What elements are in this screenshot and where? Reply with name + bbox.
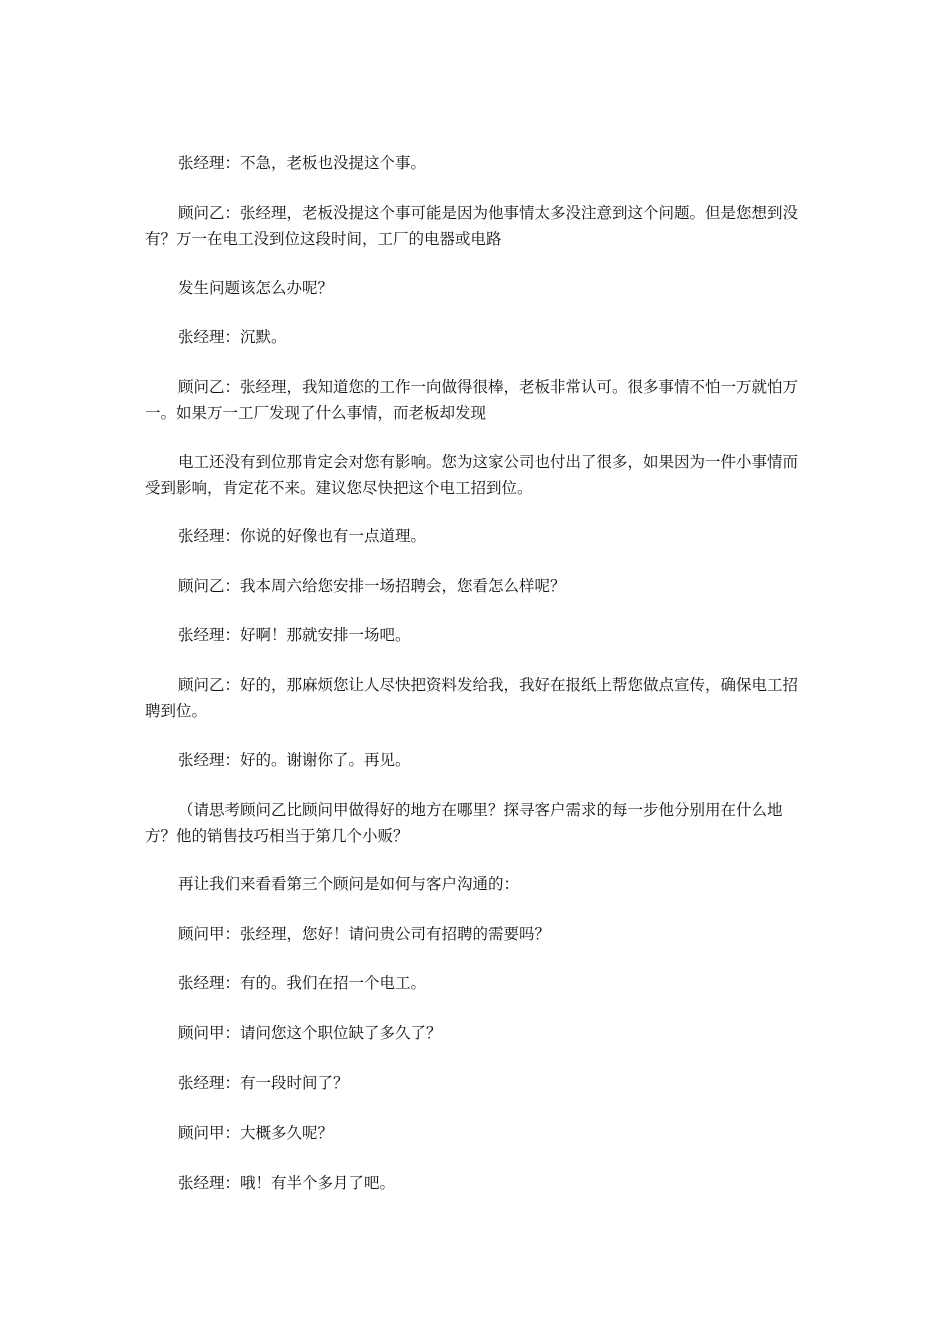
paragraph-13: 再让我们来看看第三个顾问是如何与客户沟通的：	[178, 875, 520, 893]
paragraph-3: 发生问题该怎么办呢？	[178, 279, 334, 297]
paragraph-8: 顾问乙：我本周六给您安排一场招聘会，您看怎么样呢？	[178, 577, 566, 595]
paragraph-17: 张经理：有一段时间了？	[178, 1074, 349, 1092]
paragraph-4: 张经理：沉默。	[178, 328, 287, 346]
paragraph-5: 顾问乙：张经理，我知道您的工作一向做得很棒，老板非常认可。很多事情不怕一万就怕万一。如果万一工厂发现了什么事情，而老板却发现	[145, 378, 799, 422]
paragraph-10: 顾问乙：好的，那麻烦您让人尽快把资料发给我，我好在报纸上帮您做点宣传，确保电工招聘到位。	[145, 676, 799, 720]
paragraph-6: 电工还没有到位那肯定会对您有影响。您为这家公司也付出了很多，如果因为一件小事情而受到影响，肯定花不来。建议您尽快把这个电工招到位。	[145, 453, 799, 497]
paragraph-11: 张经理：好的。谢谢你了。再见。	[178, 751, 411, 769]
paragraph-15: 张经理：有的。我们在招一个电工。	[178, 974, 427, 992]
paragraph-18: 顾问甲：大概多久呢？	[178, 1124, 334, 1142]
paragraph-7: 张经理：你说的好像也有一点道理。	[178, 527, 427, 545]
paragraph-2: 顾问乙：张经理，老板没提这个事可能是因为他事情太多没注意到这个问题。但是您想到没有？万一在电工没到位这段时间，工厂的电器或电路	[145, 204, 799, 248]
paragraph-16: 顾问甲：请问您这个职位缺了多久了？	[178, 1024, 442, 1042]
paragraph-9: 张经理：好啊！那就安排一场吧。	[178, 626, 411, 644]
paragraph-14: 顾问甲：张经理，您好！请问贵公司有招聘的需要吗？	[178, 925, 551, 943]
paragraph-12: （请思考顾问乙比顾问甲做得好的地方在哪里？探寻客户需求的每一步他分别用在什么地方？他的销售技巧相当于第几个小贩？	[145, 801, 783, 845]
paragraph-1: 张经理：不急，老板也没提这个事。	[178, 154, 427, 172]
paragraph-19: 张经理：哦！有半个多月了吧。	[178, 1174, 396, 1192]
